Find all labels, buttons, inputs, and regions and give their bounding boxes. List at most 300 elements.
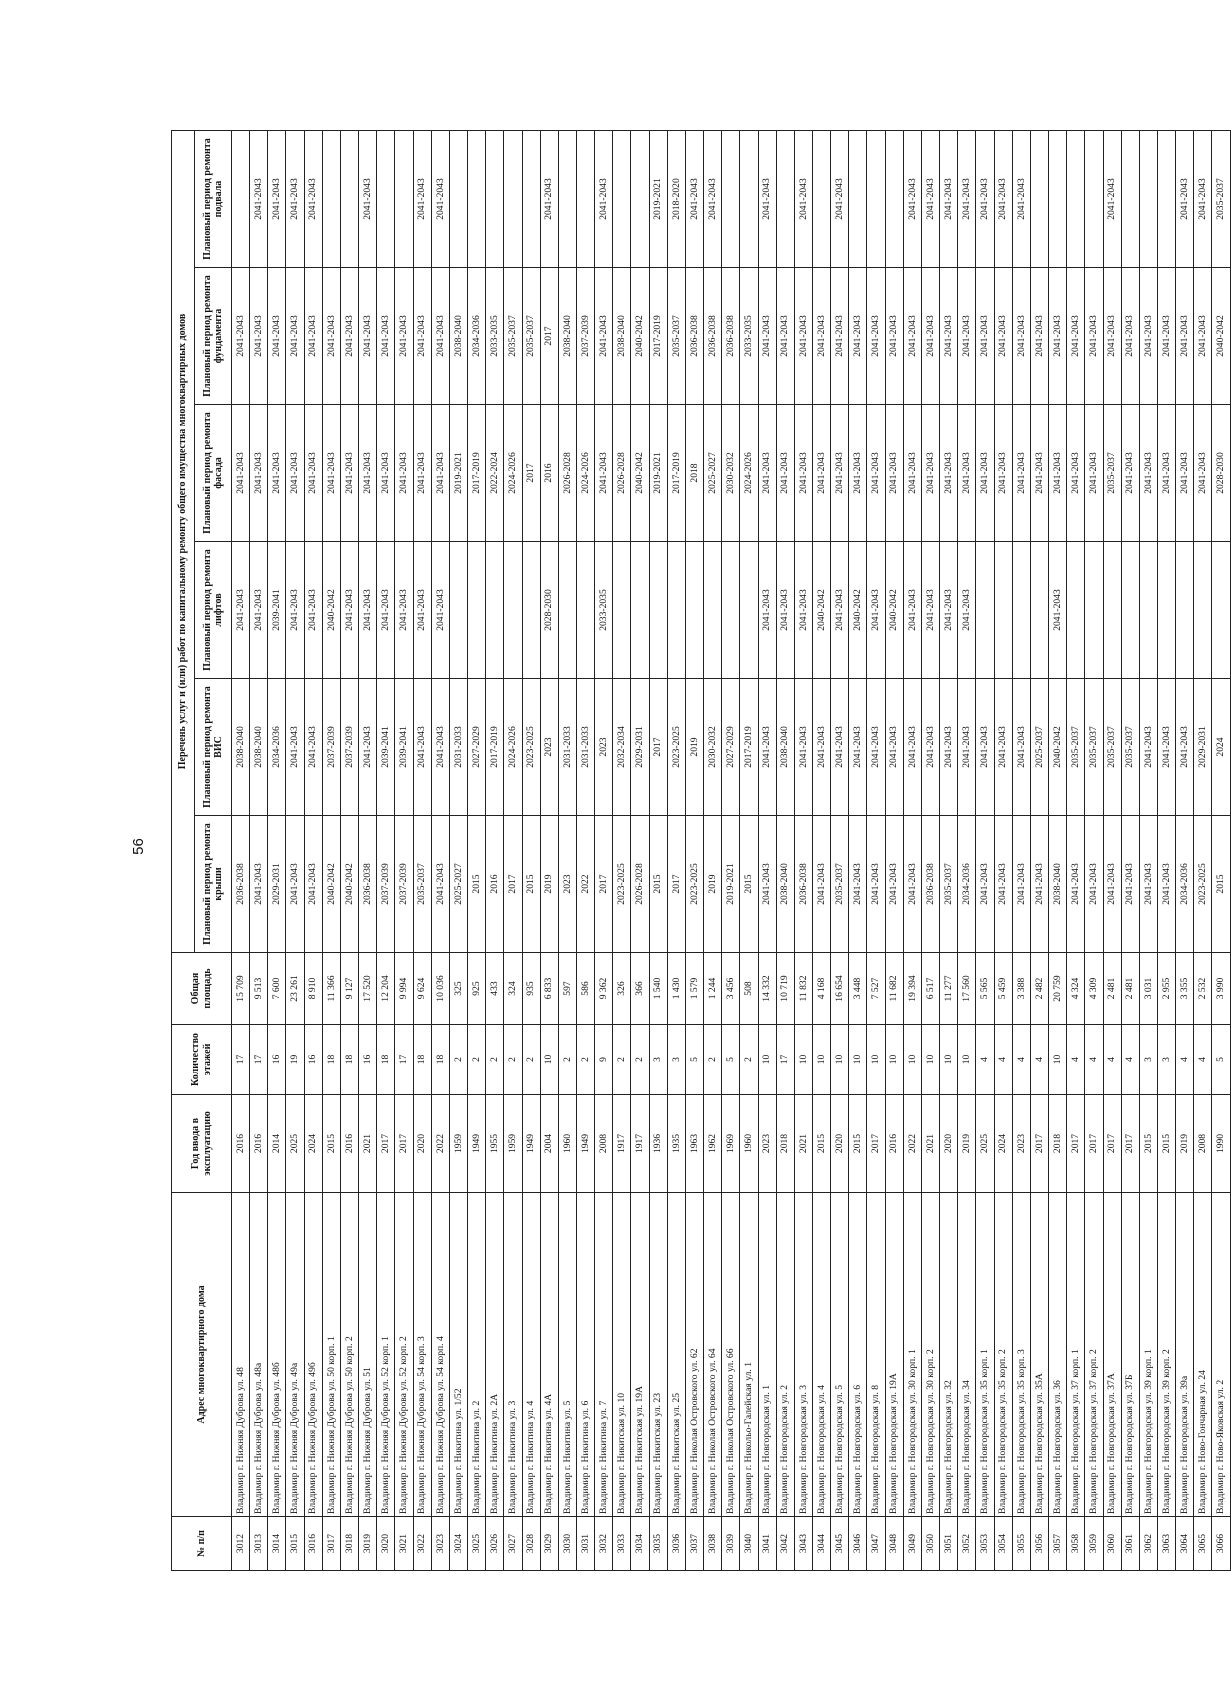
cell-lifts <box>1121 542 1139 679</box>
cell-facade: 2041-2043 <box>1157 405 1175 542</box>
cell-address: Владимир г. Никитина ул. 1/52 <box>449 1193 467 1517</box>
cell-foundation: 2038-2040 <box>449 268 467 405</box>
cell-roof: 2040-2042 <box>340 816 358 953</box>
cell-vis: 2029-2031 <box>631 679 649 816</box>
cell-year: 2024 <box>994 1095 1012 1193</box>
cell-basement: 2041-2043 <box>268 131 286 268</box>
cell-vis: 2041-2043 <box>1012 679 1030 816</box>
cell-area: 15 709 <box>232 953 250 1025</box>
cell-floors: 10 <box>958 1025 976 1095</box>
cell-lifts <box>722 542 740 679</box>
cell-foundation: 2041-2043 <box>940 268 958 405</box>
cell-foundation: 2041-2043 <box>322 268 340 405</box>
cell-lifts <box>486 542 504 679</box>
cell-vis: 2035-2037 <box>1085 679 1103 816</box>
cell-floors: 3 <box>649 1025 667 1095</box>
cell-basement <box>340 131 358 268</box>
cell-address: Владимир г. Нижняя Дуброва ул. 48б <box>268 1193 286 1517</box>
cell-floors: 18 <box>431 1025 449 1095</box>
cell-floors: 9 <box>595 1025 613 1095</box>
cell-basement: 2041-2043 <box>540 131 558 268</box>
cell-lifts: 2041-2043 <box>413 542 431 679</box>
cell-year: 1949 <box>522 1095 540 1193</box>
cell-area: 586 <box>576 953 594 1025</box>
cell-num: 3016 <box>304 1517 322 1571</box>
cell-foundation: 2038-2040 <box>558 268 576 405</box>
cell-area: 23 261 <box>286 953 304 1025</box>
cell-vis: 2037-2039 <box>322 679 340 816</box>
cell-roof: 2017 <box>504 816 522 953</box>
cell-address: Владимир г. Новгородская ул. 35 корп. 2 <box>994 1193 1012 1517</box>
cell-basement: 2041-2043 <box>304 131 322 268</box>
cell-basement: 2041-2043 <box>359 131 377 268</box>
cell-facade: 2041-2043 <box>1121 405 1139 542</box>
cell-vis: 2041-2043 <box>994 679 1012 816</box>
cell-address: Владимир г. Нижняя Дуброва ул. 50 корп. 2 <box>340 1193 358 1517</box>
cell-lifts: 2041-2043 <box>776 542 794 679</box>
cell-floors: 10 <box>867 1025 885 1095</box>
table-row <box>685 131 703 1571</box>
cell-lifts: 2041-2043 <box>250 542 268 679</box>
cell-facade: 2041-2043 <box>232 405 250 542</box>
table-row <box>740 131 758 1571</box>
cell-floors: 16 <box>359 1025 377 1095</box>
cell-num: 3027 <box>504 1517 522 1571</box>
cell-address: Владимир г. Новгородская ул. 35А <box>1030 1193 1048 1517</box>
cell-vis: 2035-2037 <box>1067 679 1085 816</box>
cell-num: 3052 <box>958 1517 976 1571</box>
cell-basement: 2041-2043 <box>250 131 268 268</box>
cell-num: 3053 <box>976 1517 994 1571</box>
cell-num: 3062 <box>1139 1517 1157 1571</box>
table-row <box>1012 131 1030 1571</box>
cell-basement <box>468 131 486 268</box>
table-row <box>867 131 885 1571</box>
cell-basement <box>232 131 250 268</box>
cell-num: 3048 <box>885 1517 903 1571</box>
cell-address: Владимир г. Новгородская ул. 35 корп. 3 <box>1012 1193 1030 1517</box>
cell-foundation: 2036-2038 <box>685 268 703 405</box>
cell-year: 2017 <box>867 1095 885 1193</box>
table-row <box>286 131 304 1571</box>
header-num: № п/п <box>172 1517 232 1571</box>
cell-area: 11 832 <box>794 953 812 1025</box>
cell-roof: 2015 <box>740 816 758 953</box>
cell-year: 1969 <box>722 1095 740 1193</box>
cell-year: 1936 <box>649 1095 667 1193</box>
cell-area: 10 719 <box>776 953 794 1025</box>
cell-year: 2015 <box>322 1095 340 1193</box>
header-roof: Плановый период ремонта крыши <box>195 816 232 953</box>
cell-year: 2021 <box>794 1095 812 1193</box>
cell-floors: 10 <box>921 1025 939 1095</box>
cell-area: 17 520 <box>359 953 377 1025</box>
cell-floors: 4 <box>1194 1025 1212 1095</box>
cell-basement <box>576 131 594 268</box>
cell-year: 2004 <box>540 1095 558 1193</box>
cell-foundation: 2040-2042 <box>631 268 649 405</box>
cell-floors: 2 <box>740 1025 758 1095</box>
cell-area: 2 481 <box>1103 953 1121 1025</box>
cell-vis: 2038-2040 <box>232 679 250 816</box>
cell-floors: 4 <box>1176 1025 1194 1095</box>
cell-lifts: 2041-2043 <box>377 542 395 679</box>
cell-facade: 2041-2043 <box>1085 405 1103 542</box>
cell-roof: 2035-2037 <box>413 816 431 953</box>
cell-num: 3047 <box>867 1517 885 1571</box>
cell-lifts <box>1012 542 1030 679</box>
cell-lifts: 2041-2043 <box>304 542 322 679</box>
table-row <box>940 131 958 1571</box>
cell-foundation: 2041-2043 <box>232 268 250 405</box>
cell-year: 2023 <box>1012 1095 1030 1193</box>
cell-vis: 2038-2040 <box>250 679 268 816</box>
cell-vis: 2023-2025 <box>522 679 540 816</box>
table-row <box>322 131 340 1571</box>
cell-num: 3041 <box>758 1517 776 1571</box>
cell-roof: 2029-2031 <box>268 816 286 953</box>
cell-floors: 4 <box>1103 1025 1121 1095</box>
cell-facade: 2024-2026 <box>576 405 594 542</box>
cell-floors: 10 <box>903 1025 921 1095</box>
cell-lifts: 2041-2043 <box>921 542 939 679</box>
cell-foundation: 2041-2043 <box>994 268 1012 405</box>
cell-facade: 2017-2019 <box>667 405 685 542</box>
cell-foundation: 2041-2043 <box>1176 268 1194 405</box>
cell-floors: 16 <box>304 1025 322 1095</box>
table-row <box>813 131 831 1571</box>
cell-basement <box>395 131 413 268</box>
cell-lifts: 2041-2043 <box>340 542 358 679</box>
cell-address: Владимир г. Никитина ул. 4 <box>522 1193 540 1517</box>
cell-floors: 4 <box>1121 1025 1139 1095</box>
cell-lifts: 2040-2042 <box>322 542 340 679</box>
cell-year: 2018 <box>776 1095 794 1193</box>
cell-basement: 2041-2043 <box>704 131 722 268</box>
cell-facade: 2026-2028 <box>558 405 576 542</box>
cell-lifts: 2041-2043 <box>831 542 849 679</box>
cell-area: 3 355 <box>1176 953 1194 1025</box>
cell-year: 2015 <box>1139 1095 1157 1193</box>
cell-foundation: 2041-2043 <box>595 268 613 405</box>
cell-vis: 2041-2043 <box>304 679 322 816</box>
cell-address: Владимир г. Новгородская ул. 3 <box>794 1193 812 1517</box>
cell-lifts <box>740 542 758 679</box>
table-body <box>232 131 1231 1571</box>
cell-address: Владимир г. Новгородская ул. 1 <box>758 1193 776 1517</box>
cell-lifts: 2041-2043 <box>232 542 250 679</box>
cell-floors: 2 <box>522 1025 540 1095</box>
cell-area: 4 309 <box>1085 953 1103 1025</box>
cell-floors: 2 <box>558 1025 576 1095</box>
cell-roof: 2035-2037 <box>940 816 958 953</box>
cell-year: 1959 <box>504 1095 522 1193</box>
cell-num: 3060 <box>1103 1517 1121 1571</box>
cell-address: Владимир г. Никитина ул. 7 <box>595 1193 613 1517</box>
table-row <box>613 131 631 1571</box>
cell-year: 2021 <box>359 1095 377 1193</box>
table-row <box>921 131 939 1571</box>
cell-num: 3029 <box>540 1517 558 1571</box>
cell-vis: 2041-2043 <box>813 679 831 816</box>
table-row <box>504 131 522 1571</box>
cell-address: Владимир г. Новгородская ул. 39 корп. 2 <box>1157 1193 1175 1517</box>
cell-vis: 2030-2032 <box>704 679 722 816</box>
cell-num: 3065 <box>1194 1517 1212 1571</box>
cell-vis: 2031-2033 <box>449 679 467 816</box>
cell-lifts: 2028-2030 <box>540 542 558 679</box>
cell-num: 3066 <box>1212 1517 1231 1571</box>
cell-year: 2017 <box>395 1095 413 1193</box>
cell-year: 2022 <box>903 1095 921 1193</box>
cell-year: 1917 <box>631 1095 649 1193</box>
cell-num: 3015 <box>286 1517 304 1571</box>
cell-area: 925 <box>468 953 486 1025</box>
cell-floors: 5 <box>685 1025 703 1095</box>
cell-basement: 2041-2043 <box>994 131 1012 268</box>
cell-address: Владимир г. Новгородская ул. 39а <box>1176 1193 1194 1517</box>
cell-vis: 2041-2043 <box>286 679 304 816</box>
cell-roof: 2041-2043 <box>431 816 449 953</box>
cell-facade: 2041-2043 <box>431 405 449 542</box>
cell-num: 3033 <box>613 1517 631 1571</box>
cell-lifts: 2040-2042 <box>885 542 903 679</box>
cell-vis: 2035-2037 <box>1103 679 1121 816</box>
cell-roof: 2041-2043 <box>1030 816 1048 953</box>
cell-lifts: 2033-2035 <box>595 542 613 679</box>
cell-lifts: 2039-2041 <box>268 542 286 679</box>
cell-vis: 2041-2043 <box>976 679 994 816</box>
table-row <box>576 131 594 1571</box>
cell-lifts <box>667 542 685 679</box>
cell-foundation: 2041-2043 <box>1103 268 1121 405</box>
cell-year: 2023 <box>758 1095 776 1193</box>
cell-roof: 2036-2038 <box>794 816 812 953</box>
cell-foundation: 2035-2037 <box>504 268 522 405</box>
cell-basement: 2041-2043 <box>1012 131 1030 268</box>
cell-num: 3049 <box>903 1517 921 1571</box>
cell-basement: 2041-2043 <box>1103 131 1121 268</box>
cell-basement <box>1030 131 1048 268</box>
cell-roof: 2041-2043 <box>813 816 831 953</box>
header-lifts: Плановый период ремонта лифтов <box>195 542 232 679</box>
cell-facade: 2041-2043 <box>1049 405 1067 542</box>
header-basement: Плановый период ремонта подвала <box>195 131 232 268</box>
cell-num: 3024 <box>449 1517 467 1571</box>
cell-foundation: 2041-2043 <box>1067 268 1085 405</box>
cell-area: 3 990 <box>1212 953 1231 1025</box>
cell-vis: 2041-2043 <box>903 679 921 816</box>
cell-num: 3025 <box>468 1517 486 1571</box>
cell-vis: 2032-2034 <box>613 679 631 816</box>
table-row <box>486 131 504 1571</box>
cell-area: 3 031 <box>1139 953 1157 1025</box>
cell-address: Владимир г. Нижняя Дуброва ул. 52 корп. 1 <box>377 1193 395 1517</box>
cell-roof: 2040-2042 <box>322 816 340 953</box>
cell-floors: 16 <box>268 1025 286 1095</box>
cell-area: 1 430 <box>667 953 685 1025</box>
cell-num: 3050 <box>921 1517 939 1571</box>
cell-foundation: 2033-2035 <box>486 268 504 405</box>
cell-num: 3030 <box>558 1517 576 1571</box>
cell-basement: 2041-2043 <box>685 131 703 268</box>
cell-num: 3020 <box>377 1517 395 1571</box>
cell-area: 7 527 <box>867 953 885 1025</box>
cell-floors: 3 <box>1139 1025 1157 1095</box>
cell-address: Владимир г. Никольо-Галейская ул. 1 <box>740 1193 758 1517</box>
cell-year: 2008 <box>595 1095 613 1193</box>
cell-basement <box>522 131 540 268</box>
cell-area: 5 459 <box>994 953 1012 1025</box>
cell-floors: 10 <box>831 1025 849 1095</box>
cell-year: 2014 <box>268 1095 286 1193</box>
cell-basement <box>1049 131 1067 268</box>
cell-lifts <box>1067 542 1085 679</box>
table-row <box>1157 131 1175 1571</box>
cell-floors: 4 <box>976 1025 994 1095</box>
cell-floors: 18 <box>413 1025 431 1095</box>
cell-vis: 2041-2043 <box>849 679 867 816</box>
cell-area: 19 394 <box>903 953 921 1025</box>
cell-area: 508 <box>740 953 758 1025</box>
cell-address: Владимир г. Николая Островского ул. 62 <box>685 1193 703 1517</box>
cell-num: 3043 <box>794 1517 812 1571</box>
cell-area: 9 127 <box>340 953 358 1025</box>
cell-basement <box>1121 131 1139 268</box>
cell-basement <box>504 131 522 268</box>
cell-roof: 2026-2028 <box>631 816 649 953</box>
cell-lifts <box>1176 542 1194 679</box>
cell-facade: 2041-2043 <box>322 405 340 542</box>
cell-foundation: 2034-2036 <box>468 268 486 405</box>
cell-roof: 2037-2039 <box>395 816 413 953</box>
cell-floors: 2 <box>449 1025 467 1095</box>
cell-address: Владимир г. Нижняя Дуброва ул. 52 корп. 2 <box>395 1193 413 1517</box>
cell-roof: 2034-2036 <box>958 816 976 953</box>
cell-vis: 2041-2043 <box>359 679 377 816</box>
cell-foundation: 2041-2043 <box>268 268 286 405</box>
cell-address: Владимир г. Николая Островского ул. 64 <box>704 1193 722 1517</box>
cell-vis: 2017-2019 <box>740 679 758 816</box>
cell-basement <box>631 131 649 268</box>
cell-foundation: 2035-2037 <box>667 268 685 405</box>
cell-area: 8 910 <box>304 953 322 1025</box>
cell-year: 2016 <box>340 1095 358 1193</box>
cell-lifts <box>1085 542 1103 679</box>
cell-num: 3056 <box>1030 1517 1048 1571</box>
cell-basement <box>849 131 867 268</box>
cell-lifts <box>1157 542 1175 679</box>
cell-facade: 2041-2043 <box>595 405 613 542</box>
cell-facade: 2041-2043 <box>359 405 377 542</box>
cell-facade: 2026-2028 <box>613 405 631 542</box>
cell-basement: 2041-2043 <box>831 131 849 268</box>
cell-vis: 2034-2036 <box>268 679 286 816</box>
cell-vis: 2041-2043 <box>921 679 939 816</box>
table-row <box>667 131 685 1571</box>
cell-roof: 2041-2043 <box>304 816 322 953</box>
cell-num: 3036 <box>667 1517 685 1571</box>
cell-area: 2 532 <box>1194 953 1212 1025</box>
cell-area: 366 <box>631 953 649 1025</box>
cell-basement: 2035-2037 <box>1212 131 1231 268</box>
cell-roof: 2023 <box>558 816 576 953</box>
cell-num: 3046 <box>849 1517 867 1571</box>
cell-roof: 2041-2043 <box>1067 816 1085 953</box>
cell-roof: 2038-2040 <box>1049 816 1067 953</box>
cell-area: 12 204 <box>377 953 395 1025</box>
cell-roof: 2035-2037 <box>831 816 849 953</box>
cell-roof: 2041-2043 <box>1139 816 1157 953</box>
cell-facade: 2041-2043 <box>921 405 939 542</box>
table-row <box>1121 131 1139 1571</box>
cell-num: 3014 <box>268 1517 286 1571</box>
cell-address: Владимир г. Новгородская ул. 8 <box>867 1193 885 1517</box>
cell-num: 3028 <box>522 1517 540 1571</box>
cell-floors: 5 <box>722 1025 740 1095</box>
cell-num: 3012 <box>232 1517 250 1571</box>
header-vis: Плановый период ремонта ВИС <box>195 679 232 816</box>
cell-vis: 2041-2043 <box>431 679 449 816</box>
cell-vis: 2041-2043 <box>831 679 849 816</box>
cell-roof: 2019 <box>704 816 722 953</box>
cell-basement: 2041-2043 <box>431 131 449 268</box>
cell-facade: 2030-2032 <box>722 405 740 542</box>
cell-basement: 2041-2043 <box>595 131 613 268</box>
cell-roof: 2041-2043 <box>1121 816 1139 953</box>
cell-address: Владимир г. Новгородская ул. 34 <box>958 1193 976 1517</box>
cell-foundation: 2017 <box>540 268 558 405</box>
cell-area: 14 332 <box>758 953 776 1025</box>
table-row <box>1212 131 1231 1571</box>
table-row <box>776 131 794 1571</box>
cell-address: Владимир г. Нижняя Дуброва ул. 54 корп. 4 <box>431 1193 449 1517</box>
header-year: Год ввода в эксплуатацию <box>172 1095 232 1193</box>
cell-address: Владимир г. Никитская ул. 19А <box>631 1193 649 1517</box>
cell-facade: 2041-2043 <box>976 405 994 542</box>
cell-num: 3039 <box>722 1517 740 1571</box>
cell-facade: 2041-2043 <box>268 405 286 542</box>
cell-area: 11 366 <box>322 953 340 1025</box>
cell-lifts <box>1103 542 1121 679</box>
table-row <box>1030 131 1048 1571</box>
cell-lifts: 2041-2043 <box>758 542 776 679</box>
cell-area: 9 513 <box>250 953 268 1025</box>
cell-roof: 2041-2043 <box>1103 816 1121 953</box>
repair-schedule-table <box>171 130 1231 1571</box>
cell-foundation: 2041-2043 <box>921 268 939 405</box>
cell-facade: 2041-2043 <box>304 405 322 542</box>
cell-vis: 2041-2043 <box>1139 679 1157 816</box>
cell-num: 3058 <box>1067 1517 1085 1571</box>
cell-vis: 2023-2025 <box>667 679 685 816</box>
table-row <box>994 131 1012 1571</box>
cell-vis: 2039-2041 <box>377 679 395 816</box>
cell-roof: 2041-2043 <box>1085 816 1103 953</box>
cell-vis: 2027-2029 <box>468 679 486 816</box>
header-group-title: Перечень услуг и (или) работ по капитальному ремонту общего имущества многоквартирных домов <box>172 131 195 953</box>
cell-vis: 2041-2043 <box>794 679 812 816</box>
cell-area: 7 600 <box>268 953 286 1025</box>
table-row <box>540 131 558 1571</box>
cell-roof: 2041-2043 <box>976 816 994 953</box>
cell-address: Владимир г. Новгородская ул. 5 <box>831 1193 849 1517</box>
cell-num: 3023 <box>431 1517 449 1571</box>
cell-foundation: 2038-2040 <box>613 268 631 405</box>
cell-foundation: 2037-2039 <box>576 268 594 405</box>
cell-area: 433 <box>486 953 504 1025</box>
cell-basement <box>1139 131 1157 268</box>
